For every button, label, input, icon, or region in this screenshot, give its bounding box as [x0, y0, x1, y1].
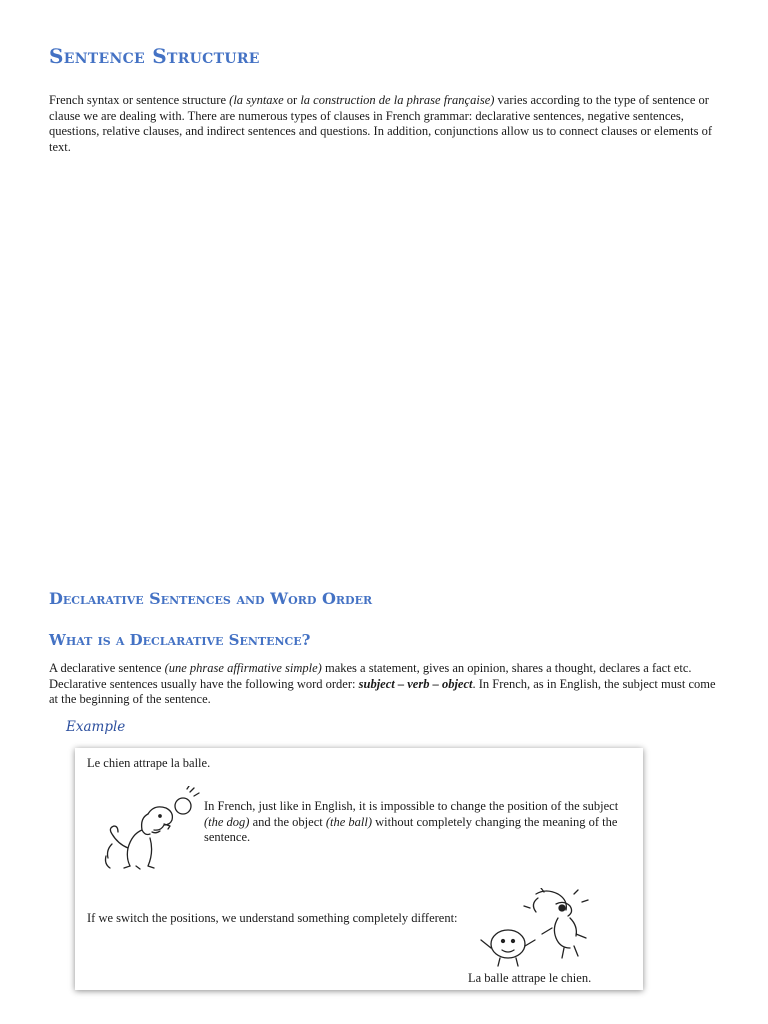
example-label: Example [66, 719, 126, 735]
text-segment: makes a statement, gives an opinion, shares a thought, declares a fact etc. Declarative sentences usually have the following word order: [49, 661, 692, 691]
dog-catching-ball-icon [100, 786, 200, 872]
intro-paragraph [49, 93, 719, 155]
text-segment: and the object [249, 814, 326, 829]
text-segment: French syntax or sentence structure [49, 93, 230, 107]
example-sentence-1: Le chien attrape la balle. [87, 756, 211, 770]
ball-chasing-dog-icon [474, 888, 594, 968]
text-segment: la construction de la phrase française) [300, 93, 495, 107]
switch-text: If we switch the positions, we understand something completely different: [87, 911, 458, 925]
text-segment: (the dog) [204, 814, 250, 829]
text-segment: A declarative sentence [49, 661, 165, 675]
text-segment: . In French, as in English, the subject must come at the beginning of the sentence. [49, 676, 716, 706]
subheading-what-is-declarative: What is a Declarative Sentence? [49, 631, 311, 649]
text-segment: (la syntaxe [229, 93, 284, 107]
text-segment: (une phrase affirmative simple) [164, 661, 322, 675]
declarative-paragraph [49, 661, 719, 708]
example-box [75, 748, 643, 990]
text-segment: without completely changing the meaning of the sentence. [204, 814, 618, 844]
example-sentence-2: La balle attrape le chien. [468, 971, 592, 985]
text-segment: (the ball) [325, 814, 373, 829]
section-heading-declarative: Declarative Sentences and Word Order [49, 589, 373, 608]
example-explanation [204, 799, 624, 846]
page-title: Sentence Structure [49, 44, 260, 68]
text-segment: subject – verb – object [358, 676, 473, 691]
text-segment: In French, just like in English, it is impossible to change the position of the subject [204, 799, 619, 813]
text-segment: or [283, 93, 301, 107]
text-segment: varies according to the type of sentence or clause we are dealing with. There are numerous types of clauses in French grammar: declarative sentences, negative sentences, questions, relative clauses, and indirect sentences and questions. In addition, conjunctions allow us to connect clauses or elements of text. [49, 93, 713, 154]
